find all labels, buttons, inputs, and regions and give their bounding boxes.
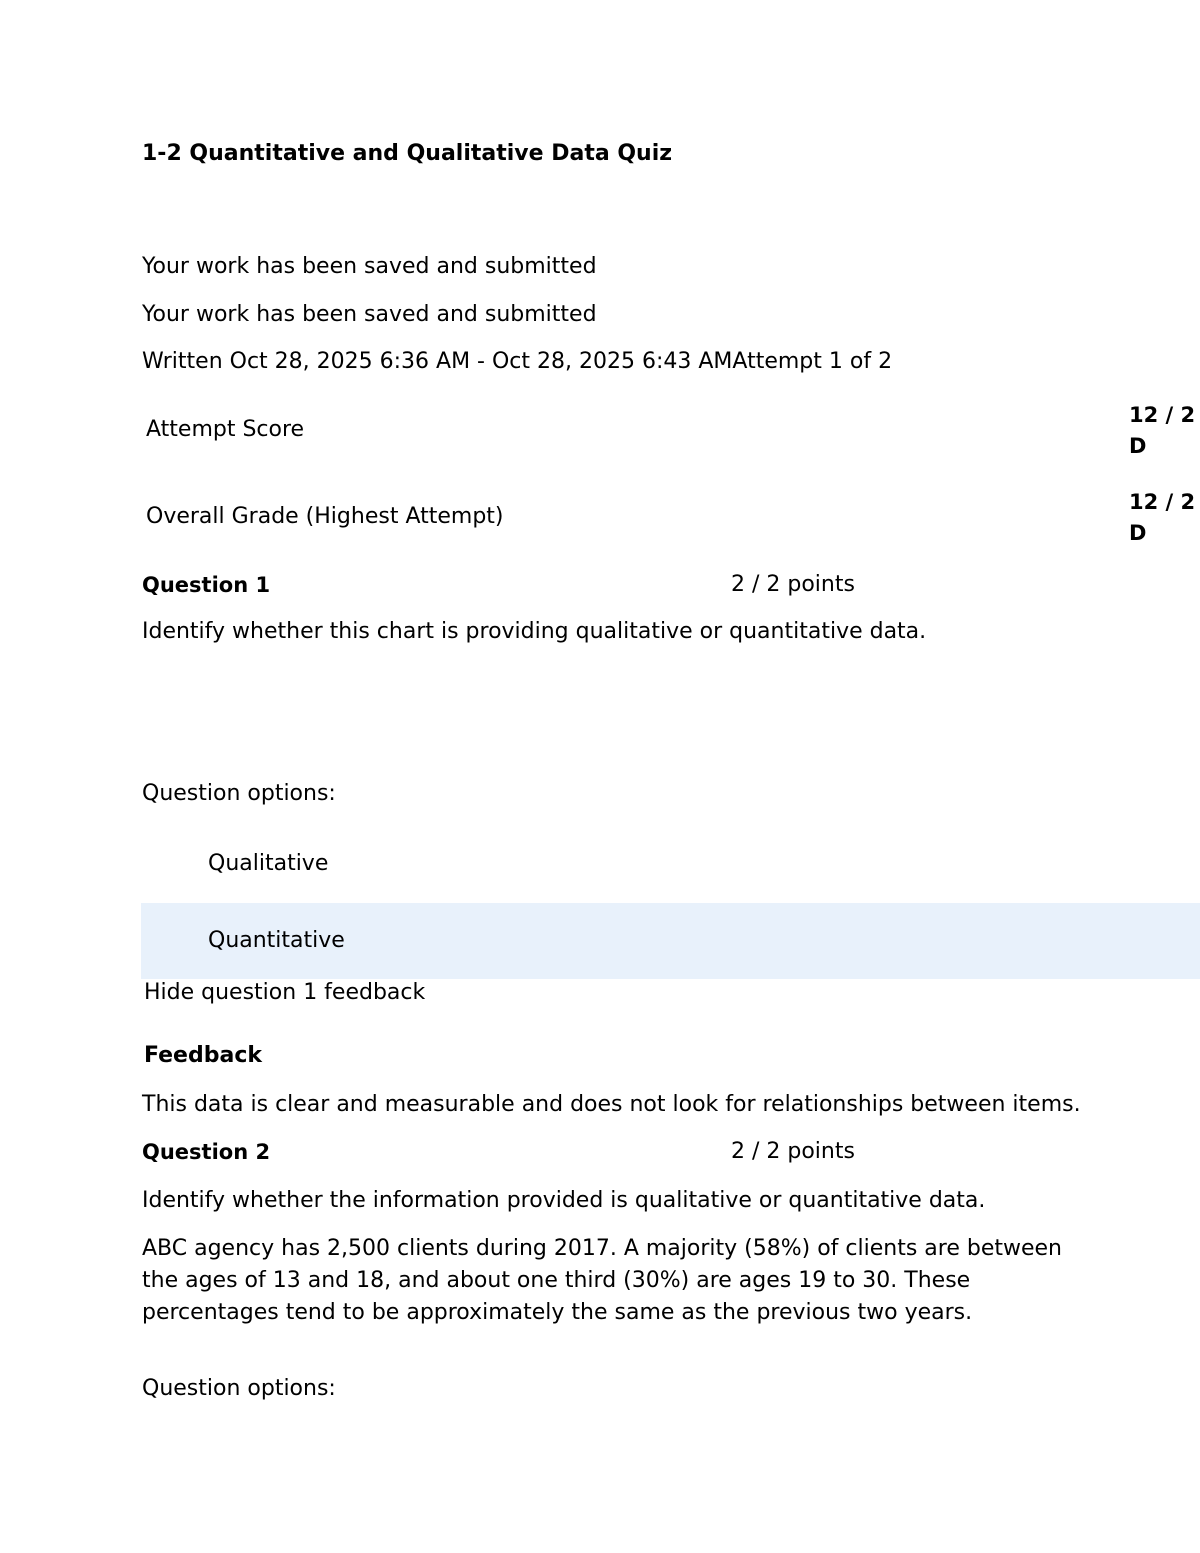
saved-message: Your work has been saved and submitted: [142, 254, 597, 279]
feedback-text: This data is clear and measurable and does not look for relationships between items.: [142, 1092, 1081, 1117]
question-2-prompt: Identify whether the information provided is qualitative or quantitative data.: [142, 1188, 986, 1213]
feedback-heading: Feedback: [144, 1043, 262, 1068]
hide-feedback-link[interactable]: Hide question 1 feedback: [144, 980, 426, 1005]
question-2-scenario: ABC agency has 2,500 clients during 2017. A majority (58%) of clients are between the ages of 13 and 18, and about one third (30%) are ages 19 to 30. These percentages tend to be approximately the same as the previous two years.: [142, 1236, 1062, 1325]
overall-grade-label: Overall Grade (Highest Attempt): [146, 504, 504, 529]
question-1-heading: Question 1: [142, 573, 271, 597]
question-2-heading: Question 2: [142, 1140, 271, 1164]
overall-grade-letter: D: [1129, 521, 1147, 545]
attempt-score-fraction: 12 / 2: [1129, 403, 1196, 427]
saved-message-repeat: Your work has been saved and submitted: [142, 302, 597, 327]
attempt-score-value: [1129, 400, 1200, 462]
question-2-options-label: Question options:: [142, 1376, 336, 1401]
question-2-points: 2 / 2 points: [731, 1139, 855, 1164]
attempt-score-letter: D: [1129, 434, 1147, 458]
question-1-prompt: Identify whether this chart is providing qualitative or quantitative data.: [142, 619, 927, 644]
question-1-option-qualitative[interactable]: Qualitative: [208, 851, 329, 876]
question-1-option-quantitative[interactable]: Quantitative: [208, 928, 345, 953]
attempt-score-label: Attempt Score: [146, 417, 305, 442]
attempt-timestamp: Written Oct 28, 2025 6:36 AM - Oct 28, 2025 6:43 AMAttempt 1 of 2: [142, 349, 893, 374]
question-1-points: 2 / 2 points: [731, 572, 855, 597]
quiz-title: 1-2 Quantitative and Qualitative Data Quiz: [142, 141, 673, 166]
overall-grade-value: [1129, 487, 1200, 549]
overall-grade-fraction: 12 / 2: [1129, 490, 1196, 514]
question-1-options-label: Question options:: [142, 781, 336, 806]
